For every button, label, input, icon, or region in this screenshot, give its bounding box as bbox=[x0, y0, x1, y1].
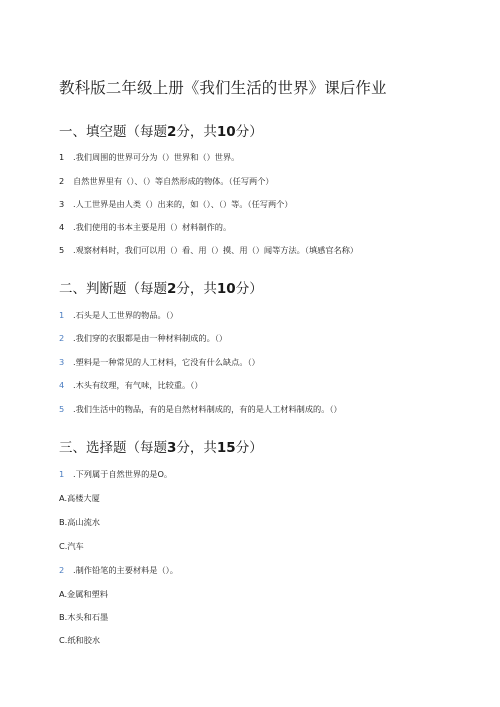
question-item bbox=[59, 357, 260, 368]
question-item bbox=[59, 310, 178, 321]
question-item bbox=[59, 245, 358, 256]
question-item bbox=[59, 199, 293, 210]
heading-text: 分，共 bbox=[176, 440, 217, 456]
question-number: 2 bbox=[59, 565, 65, 575]
question-number: 5 bbox=[59, 404, 65, 414]
question-text: .我们穿的衣服都是由一种材料制成的。（） bbox=[73, 333, 228, 343]
question-text: .木头有纹理，有气味，比较重。（） bbox=[73, 380, 203, 390]
question-number: 2 bbox=[59, 333, 65, 343]
answer-option: A.高楼大厦 bbox=[59, 493, 100, 503]
heading-text: 分） bbox=[235, 281, 263, 297]
question-number: 2 bbox=[59, 176, 65, 186]
question-number: 1 bbox=[59, 310, 65, 320]
heading-points: 2 bbox=[167, 281, 177, 297]
question-text: .我们周围的世界可分为（）世界和（）世界。 bbox=[73, 152, 240, 162]
question-number: 1 bbox=[59, 152, 65, 162]
answer-option: A.金属和塑料 bbox=[59, 589, 108, 599]
heading-points: 2 bbox=[167, 124, 177, 140]
answer-option: C.汽车 bbox=[59, 541, 84, 551]
heading-text: 二、判断题（每题 bbox=[59, 281, 167, 297]
section-heading-true-false bbox=[59, 277, 263, 297]
heading-text: 分） bbox=[235, 440, 263, 456]
question-number: 1 bbox=[59, 469, 65, 479]
section-heading-fill-in bbox=[59, 120, 263, 140]
question-text: .我们使用的书本主要是用（）材料制作的。 bbox=[73, 222, 232, 232]
question-text: .制作铅笔的主要材料是（）。 bbox=[73, 565, 178, 575]
question-text: .塑料是一种常见的人工材料，它没有什么缺点。（） bbox=[73, 357, 260, 367]
question-text: .石头是人工世界的物品。（） bbox=[73, 310, 178, 320]
document-title: 教科版二年级上册《我们生活的世界》课后作业 bbox=[59, 79, 387, 97]
heading-points: 3 bbox=[167, 440, 177, 456]
question-number: 3 bbox=[59, 199, 65, 209]
heading-total: 10 bbox=[216, 281, 236, 297]
question-number: 4 bbox=[59, 380, 65, 390]
answer-option: B.高山流水 bbox=[59, 517, 100, 527]
question-item bbox=[59, 222, 231, 233]
question-item bbox=[59, 176, 274, 187]
heading-text: 分） bbox=[235, 124, 263, 140]
question-text: .下列属于自然世界的是O。 bbox=[73, 469, 173, 479]
answer-option: C.纸和胶水 bbox=[59, 635, 101, 645]
heading-text: 三、选择题（每题 bbox=[59, 440, 167, 456]
question-number: 3 bbox=[59, 357, 65, 367]
question-item bbox=[59, 404, 342, 415]
question-number: 5 bbox=[59, 245, 65, 255]
heading-total: 15 bbox=[216, 440, 236, 456]
question-text: .我们生活中的物品，有的是自然材料制成的，有的是人工材料制成的。（） bbox=[73, 404, 342, 414]
heading-text: 一、填空题（每题 bbox=[59, 124, 167, 140]
question-item bbox=[59, 152, 239, 163]
heading-text: 分，共 bbox=[176, 281, 217, 297]
question-item bbox=[59, 469, 172, 480]
question-text: .人工世界是由人类（）出来的，如（）、（）等。（任写两个） bbox=[73, 199, 293, 209]
question-text: 自然世界里有（）、（）等自然形成的物体。（任写两个） bbox=[73, 176, 274, 186]
answer-option: B.木头和石墨 bbox=[59, 612, 109, 622]
heading-total: 10 bbox=[216, 124, 236, 140]
heading-text: 分，共 bbox=[176, 124, 217, 140]
question-item bbox=[59, 380, 203, 391]
question-number: 4 bbox=[59, 222, 65, 232]
question-text: .观察材料时，我们可以用（）看、用（）摸、用（）闻等方法。（填感官名称） bbox=[73, 245, 359, 255]
section-heading-multiple-choice bbox=[59, 436, 263, 456]
question-item bbox=[59, 565, 178, 576]
question-item bbox=[59, 333, 227, 344]
